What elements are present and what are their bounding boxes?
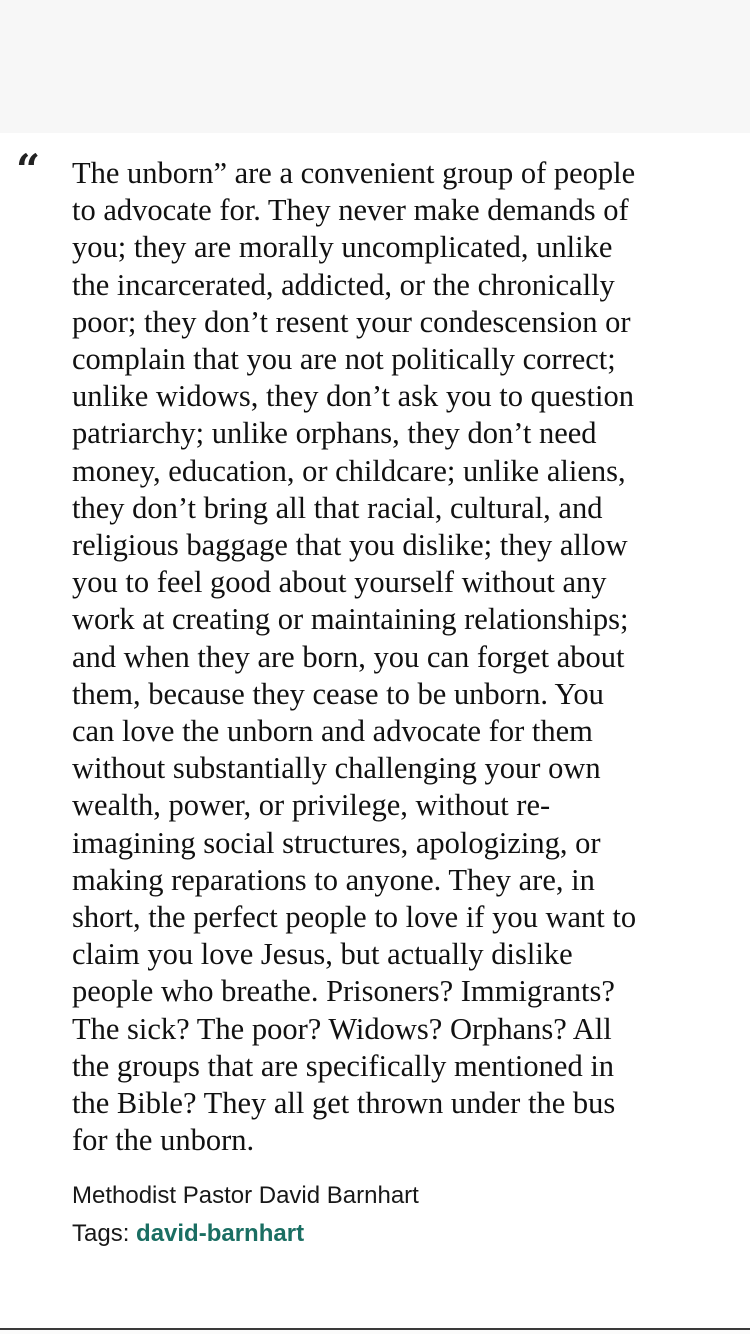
quote-line: The sick? The poor? Widows? Orphans? All: [72, 1011, 612, 1046]
tags-label: Tags:: [72, 1220, 137, 1247]
quote-line: unlike widows, they don’t ask you to question: [72, 379, 634, 414]
quote-line: and when they are born, you can forget about: [72, 639, 625, 674]
quote-line: complain that you are not politically correct;: [72, 342, 616, 377]
bottom-divider: [0, 1328, 750, 1330]
quote-line: religious baggage that you dislike; they allow: [72, 528, 628, 563]
quote-line: short, the perfect people to love if you want to: [72, 900, 637, 935]
quote-line: wealth, power, or privilege, without re-: [72, 788, 551, 823]
quote-text: [72, 155, 722, 1159]
tags-row: [72, 1219, 304, 1249]
quote-line: imagining social structures, apologizing, or: [72, 825, 601, 860]
quote-line: you; they are morally uncomplicated, unlike: [72, 230, 613, 265]
tag-link-david-barnhart[interactable]: david-barnhart: [136, 1220, 305, 1247]
quote-line: the Bible? They all get thrown under the bus: [72, 1086, 616, 1121]
quote-line: making reparations to anyone. They are, in: [72, 862, 595, 897]
quote-card: [0, 133, 750, 1328]
quote-line: poor; they don’t resent your condescension or: [72, 304, 631, 339]
quote-line: claim you love Jesus, but actually dislike: [72, 937, 573, 972]
quote-line: without substantially challenging your own: [72, 751, 601, 786]
quote-line: can love the unborn and advocate for them: [72, 714, 593, 749]
quote-line: the groups that are specifically mentioned in: [72, 1048, 615, 1083]
quote-line: to advocate for. They never make demands of: [72, 193, 629, 228]
quote-author: Methodist Pastor David Barnhart: [72, 1182, 419, 1209]
top-blank-area: [0, 0, 750, 133]
quote-line: for the unborn.: [72, 1123, 255, 1158]
quote-line: work at creating or maintaining relationships;: [72, 602, 629, 637]
quote-line: them, because they cease to be unborn. You: [72, 676, 604, 711]
quote-line: they don’t bring all that racial, cultural, and: [72, 490, 603, 525]
quote-line: The unborn” are a convenient group of people: [72, 156, 636, 190]
quote-line: you to feel good about yourself without any: [72, 565, 607, 600]
quote-line: people who breathe. Prisoners? Immigrants?: [72, 974, 615, 1009]
quote-line: money, education, or childcare; unlike aliens,: [72, 453, 626, 488]
quote-line: patriarchy; unlike orphans, they don’t need: [72, 416, 597, 451]
open-quote-icon: “: [16, 145, 41, 194]
quote-line: the incarcerated, addicted, or the chronically: [72, 267, 615, 302]
